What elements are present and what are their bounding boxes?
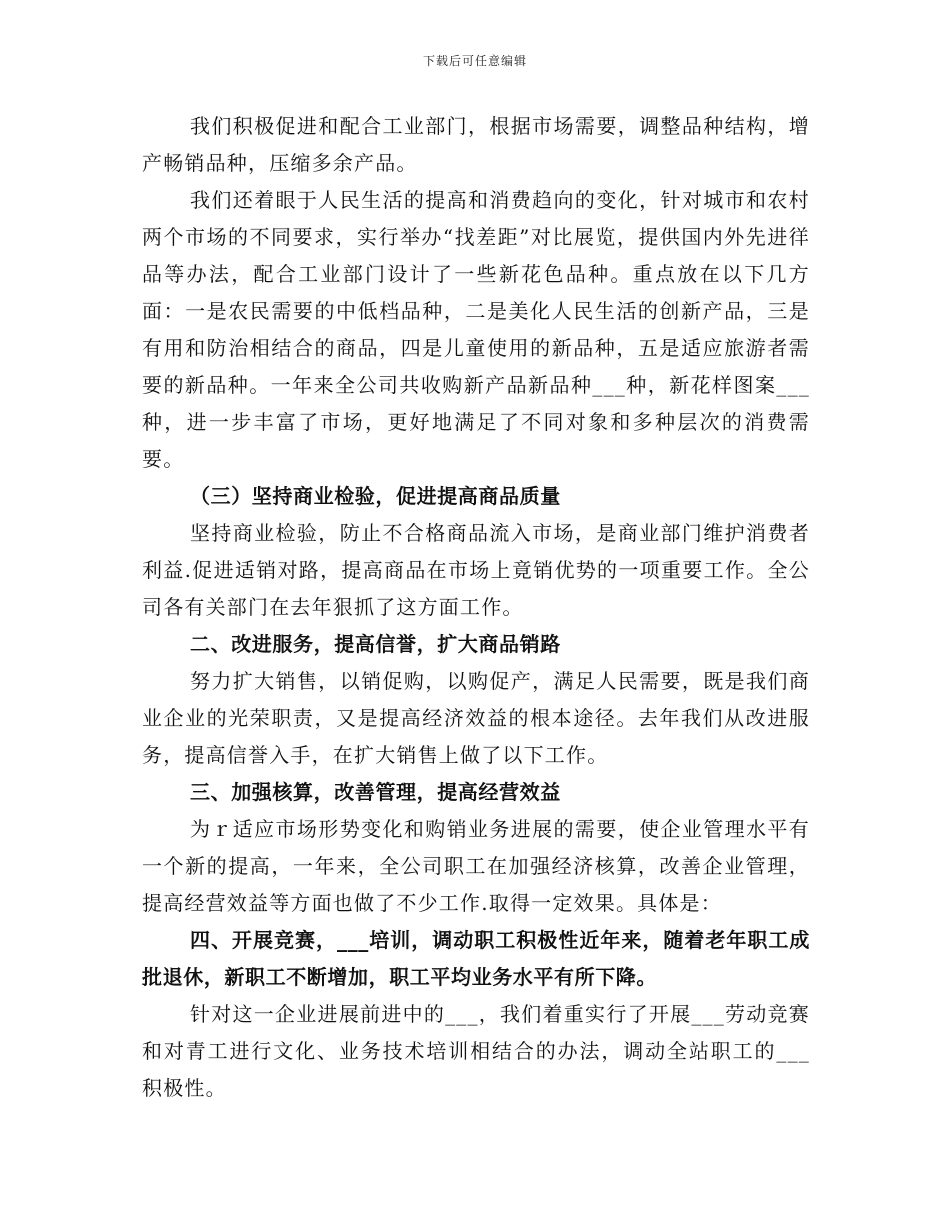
- section-heading: 二、改进服务，提高信誉，扩大商品销路: [190, 632, 561, 656]
- section-heading: 三、加强核算，改善管理，提高经营效益: [190, 780, 561, 804]
- paragraph: 我们积极促进和配合工业部门，根据市场需要，调整品种结构，增产畅销品种，压缩多余产品。: [142, 114, 810, 175]
- section-heading: 四、开展竞赛，___培训，调动职工积极性近年来，随着老年职工成批退休，新职工不断增加，职工平均业务水平有所下降。: [142, 928, 810, 989]
- paragraph: 为ｒ适应市场形势变化和购销业务进展的需要，使企业管理水平有一个新的提高，一年来，全公司职工在加强经济核算，改善企业管理，提高经营效益等方面也做了不少工作.取得一定效果。具体是：: [142, 817, 810, 915]
- document-body: [142, 108, 810, 1107]
- paragraph: 我们还着眼于人民生活的提高和消费趋向的变化，针对城市和农村两个市场的不同要求，实行举办“找差距”对比展览，提供国内外先进徉品等办法，配合工业部门设计了一些新花色品种。重点放在以下几方面：一是农民需要的中低档品种，二是美化人民生活的创新产品，三是有用和防治相结合的商品，四是儿童使用的新品种，五是适应旅游者需要的新品种。一年来全公司共收购新产品新品种___种，新花样图案___种，进一步丰富了市场，更好地满足了不同对象和多种层次的消费需要。: [142, 188, 810, 471]
- section-heading: （三）坚持商业检验，促进提高商品质量: [190, 484, 561, 508]
- paragraph: 针对这一企业进展前进中的___，我们着重实行了开展___劳动竞赛和对青工进行文化、业务技术培训相结合的办法，调动全站职工的___积极性。: [142, 1002, 810, 1100]
- page-header: 下载后可任意编辑: [422, 54, 527, 68]
- paragraph: 努力扩大销售，以销促购，以购促产，满足人民需要，既是我们商业企业的光荣职责，又是提高经济效益的根本途径。去年我们从改进服务，提高信誉入手，在扩大销售上做了以下工作。: [142, 669, 810, 767]
- paragraph: 坚持商业检验，防止不合格商品流入市场，是商业部门维护消费者利益.促进适销对路，提高商品在市场上竟销优势的一项重要工作。全公司各有关部门在去年狠抓了这方面工作。: [142, 521, 810, 619]
